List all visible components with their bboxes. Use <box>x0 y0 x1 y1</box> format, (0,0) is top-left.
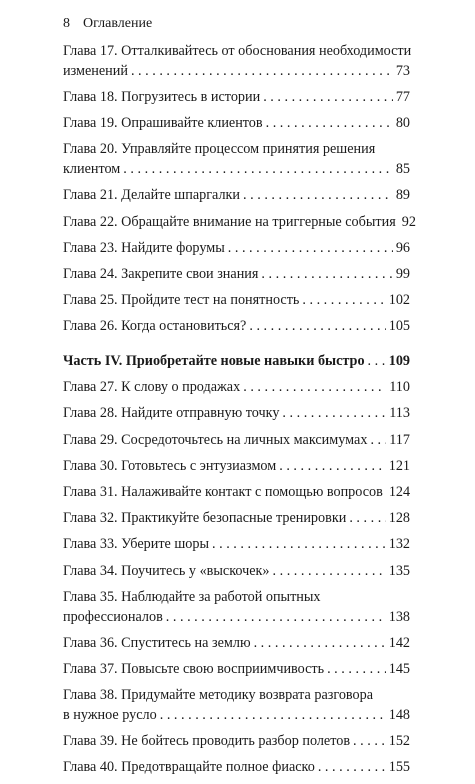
dot-leader <box>123 160 393 180</box>
toc-entry-page-number: 113 <box>389 405 410 422</box>
dot-leader <box>349 509 385 529</box>
toc-entry-line <box>63 160 410 180</box>
toc-entry-page-number: 148 <box>388 706 410 723</box>
toc-entry-line <box>63 483 410 503</box>
dot-leader <box>327 660 386 680</box>
toc-entry-title: Часть IV. Приобретайте новые навыки быстро <box>63 353 365 370</box>
toc-entry-title: Глава 18. Погрузитесь в истории <box>63 88 261 105</box>
toc-entry-title: Глава 22. Обращайте внимание на триггерные события <box>63 213 396 230</box>
toc-entry-page-number: 128 <box>388 510 410 527</box>
toc-entry <box>63 732 410 752</box>
toc-entry <box>63 88 410 108</box>
toc-entry-line <box>63 660 410 680</box>
toc-entry-title: Глава 39. Не бойтесь проводить разбор полетов <box>63 733 351 750</box>
toc-entry-page-number: 89 <box>395 187 410 204</box>
toc-entry-line <box>63 758 410 778</box>
toc-entry-page-number: 121 <box>388 457 410 474</box>
toc-entry-line <box>63 431 410 451</box>
toc-entry-line <box>63 562 410 582</box>
toc-entry-title: Глава 30. Готовьтесь с энтузиазмом <box>63 457 277 474</box>
toc-entry <box>63 509 410 529</box>
toc-entry <box>63 186 410 206</box>
toc-entry <box>63 140 410 180</box>
toc-entry-title-line1: Глава 38. Придумайте методику возврата разговора <box>63 687 374 704</box>
toc-entry-title: в нужное русло <box>63 706 157 723</box>
toc-entry-title: Глава 34. Поучитесь у «выскочек» <box>63 562 270 579</box>
dot-leader <box>370 431 386 451</box>
toc-entry <box>63 213 416 233</box>
toc-entry <box>63 378 410 398</box>
dot-leader <box>273 562 386 582</box>
toc-entry <box>63 42 410 82</box>
toc-entry-page-number: 80 <box>395 115 410 132</box>
dot-leader <box>368 352 386 372</box>
toc-entry-title-line1: Глава 17. Отталкивайтесь от обоснования необходимости <box>63 43 412 59</box>
page-number: 8 <box>63 16 70 31</box>
section-title: Оглавление <box>83 16 153 31</box>
toc-entry-line <box>63 239 410 259</box>
toc-entry-title: Глава 32. Практикуйте безопасные тренировки <box>63 510 347 527</box>
toc-entry-page-number: 85 <box>395 161 410 178</box>
toc-entry-line <box>63 186 410 206</box>
toc-entry-page-number: 124 <box>388 484 411 501</box>
toc-entry-line <box>63 88 410 108</box>
toc-entry-title: Глава 37. Повысьте свою восприимчивость <box>63 660 325 677</box>
toc-entry-title: Глава 28. Найдите отправную точку <box>63 405 280 422</box>
toc-entry-page-number: 73 <box>395 62 410 79</box>
toc-entry-title: Глава 40. Предотвращайте полное фиаско <box>63 759 315 776</box>
dot-leader <box>254 634 386 654</box>
toc-entry-page-number: 77 <box>395 88 410 105</box>
dot-leader <box>160 706 386 726</box>
dot-leader <box>131 62 393 82</box>
toc-entry-line <box>63 535 410 555</box>
toc-entry <box>63 588 410 628</box>
toc-entry <box>63 634 410 654</box>
toc-entry <box>63 265 410 285</box>
toc-entry-page-number: 102 <box>388 292 410 309</box>
toc-entry <box>63 291 410 311</box>
toc-entry-title: Глава 25. Пройдите тест на понятность <box>63 292 300 309</box>
toc-entry-page-number: 92 <box>401 213 416 230</box>
toc-entry-page-number: 109 <box>388 353 410 370</box>
table-of-contents <box>63 42 416 784</box>
toc-entry-line <box>63 634 410 654</box>
dot-leader <box>318 758 386 778</box>
toc-entry <box>63 562 410 582</box>
dot-leader <box>263 88 393 108</box>
dot-leader <box>353 732 386 752</box>
toc-entry-line <box>63 457 410 477</box>
toc-entry-title-line1: Глава 35. Наблюдайте за работой опытных <box>63 588 321 605</box>
toc-entry-line <box>63 509 410 529</box>
toc-entry <box>63 431 410 451</box>
toc-entry-title: Глава 33. Уберите шоры <box>63 536 210 553</box>
toc-entry-line <box>63 265 410 285</box>
toc-entry-title: Глава 31. Налаживайте контакт с помощью вопросов <box>63 484 383 501</box>
running-header <box>63 16 152 32</box>
dot-leader <box>243 378 386 398</box>
toc-entry <box>63 404 410 424</box>
toc-entry-page-number: 99 <box>395 265 410 282</box>
toc-entry-title: Глава 19. Опрашивайте клиентов <box>63 115 263 132</box>
toc-entry <box>63 686 410 726</box>
toc-entry-page-number: 152 <box>388 733 410 750</box>
toc-entry-title: Глава 29. Сосредоточьтесь на личных максимумах <box>63 431 368 448</box>
toc-entry-page-number: 155 <box>388 759 410 776</box>
toc-entry-page-number: 105 <box>388 318 410 335</box>
toc-entry-page-number: 142 <box>388 634 410 651</box>
toc-entry-title-line1: Глава 20. Управляйте процессом принятия решения <box>63 141 376 158</box>
toc-entry-line <box>63 317 410 337</box>
toc-entry-title: Глава 21. Делайте шпаргалки <box>63 187 241 204</box>
toc-entry <box>63 535 410 555</box>
toc-entry <box>63 239 410 259</box>
toc-entry-title: профессионалов <box>63 608 163 625</box>
toc-entry-line <box>63 706 410 726</box>
toc-entry-line <box>63 732 410 752</box>
toc-entry <box>63 114 410 134</box>
toc-entry <box>63 457 410 477</box>
toc-entry-title: Глава 26. Когда остановиться? <box>63 318 247 335</box>
dot-leader <box>166 608 386 628</box>
toc-entry-line <box>63 608 410 628</box>
dot-leader <box>212 535 386 555</box>
toc-entry-page-number: 96 <box>395 239 410 256</box>
toc-entry-title: Глава 24. Закрепите свои знания <box>63 265 259 282</box>
toc-entry-title: Глава 36. Спуститесь на землю <box>63 634 251 651</box>
toc-entry-title: клиентом <box>63 161 121 178</box>
toc-entry <box>63 758 410 778</box>
toc-entry-line <box>63 378 410 398</box>
dot-leader <box>282 404 386 424</box>
dot-leader <box>261 265 392 285</box>
toc-entry-page-number: 135 <box>388 562 410 579</box>
toc-entry-line <box>63 62 410 82</box>
toc-part-entry <box>63 352 410 372</box>
toc-entry-page-number: 110 <box>389 379 410 396</box>
toc-entry-page-number: 145 <box>388 660 410 677</box>
toc-entry-line <box>63 352 410 372</box>
toc-entry-line <box>63 213 416 233</box>
toc-entry-page-number: 132 <box>388 536 410 553</box>
toc-entry <box>63 660 410 680</box>
dot-leader <box>266 114 393 134</box>
toc-entry <box>63 483 410 503</box>
toc-entry-title: Глава 23. Найдите форумы <box>63 239 225 256</box>
dot-leader <box>279 457 386 477</box>
dot-leader <box>243 186 393 206</box>
toc-entry-page-number: 138 <box>388 608 410 625</box>
toc-entry-line <box>63 404 410 424</box>
toc-entry-title: изменений <box>63 62 128 79</box>
toc-entry-page-number: 117 <box>389 431 410 448</box>
toc-entry-title: Глава 27. К слову о продажах <box>63 379 241 396</box>
dot-leader <box>302 291 385 311</box>
toc-entry <box>63 317 410 337</box>
toc-entry-line <box>63 114 410 134</box>
dot-leader <box>249 317 385 337</box>
dot-leader <box>228 239 393 259</box>
toc-entry-line <box>63 291 410 311</box>
